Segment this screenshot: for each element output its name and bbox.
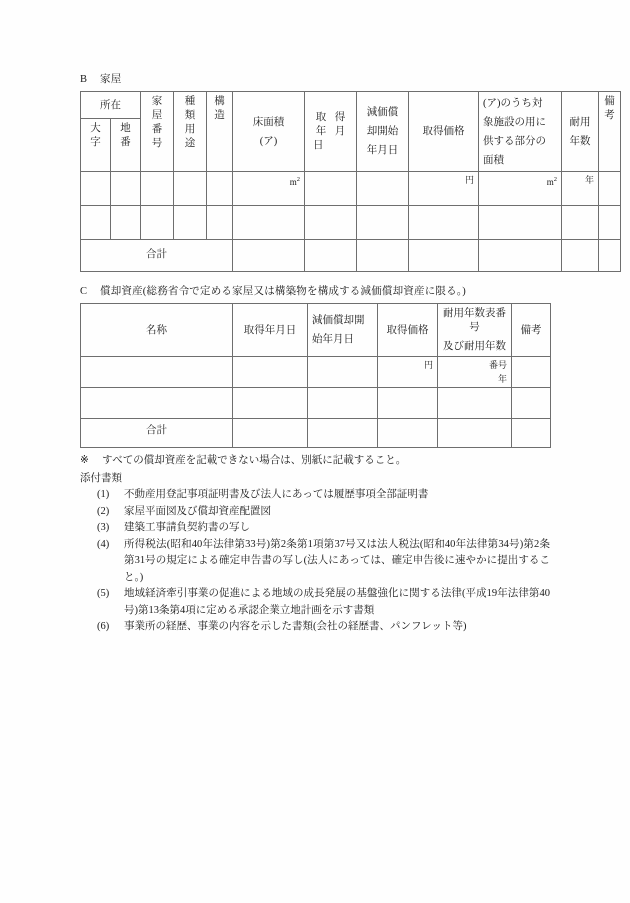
table-b-header-location-oaza xyxy=(81,119,111,172)
remarks-vertical: 備 考 xyxy=(604,96,615,121)
table-c-total-row xyxy=(81,419,551,448)
house-number-vertical: 家 屋 番 号 xyxy=(151,96,163,149)
table-c-header-acquire-price: 取得価格 xyxy=(378,304,438,357)
total-c-useful-life[interactable] xyxy=(438,419,512,448)
cell-useful-life[interactable] xyxy=(562,206,599,240)
note-asterisk-line xyxy=(80,453,550,470)
cell-type-use[interactable] xyxy=(174,172,207,206)
attachment-text: 建築工事請負契約書の写し xyxy=(124,522,250,533)
cell-chiban[interactable] xyxy=(111,206,141,240)
table-b-header-structure xyxy=(207,92,233,172)
total-c-acquire-date[interactable] xyxy=(233,419,308,448)
cell-floor-area[interactable] xyxy=(233,172,305,206)
section-c-letter: C xyxy=(80,286,88,297)
cell-remarks[interactable] xyxy=(599,172,621,206)
table-c-header-name: 名称 xyxy=(81,304,233,357)
attachment-text: 家屋平面図及び償却資産配置図 xyxy=(124,505,271,517)
table-c-header-acquire-date: 取得年月日 xyxy=(233,304,308,357)
table-c-header-useful-life: 耐用年数表番号 及び耐用年数 xyxy=(438,304,512,357)
table-b-total-row xyxy=(81,240,621,272)
attachment-number: (1) xyxy=(97,489,110,500)
table-b-total-label: 合計 xyxy=(81,240,233,272)
table-c-row xyxy=(81,357,551,388)
oaza-vertical: 大 字 xyxy=(90,123,101,148)
attachment-item xyxy=(80,520,550,537)
cell-c-acquire-date[interactable] xyxy=(233,388,308,419)
cell-c-remarks[interactable] xyxy=(512,357,551,388)
cell-c-depreciation-start[interactable] xyxy=(308,388,378,419)
cell-floor-area[interactable] xyxy=(233,206,305,240)
table-b-header-location: 所在 xyxy=(81,92,141,119)
attachment-text: 不動産用登記事項証明書及び法人にあっては履歴事項全部証明書 xyxy=(124,489,429,500)
cell-c-acquire-price[interactable] xyxy=(378,357,438,388)
table-c-total-label: 合計 xyxy=(81,419,233,448)
attachment-item xyxy=(80,504,550,521)
table-b-header-floor-area: 床面積 (ア) xyxy=(233,92,305,172)
unit-c-useful-life-number: 番号 xyxy=(488,360,507,370)
table-b-header-row xyxy=(81,92,621,119)
cell-house-number[interactable] xyxy=(141,172,174,206)
cell-target-area[interactable] xyxy=(479,206,562,240)
section-b-title: 家屋 xyxy=(100,74,122,85)
attachment-text: 地域経済牽引事業の促進による地域の成長発展の基盤強化に関する法律(平成19年法律第40号)第13条第4項に定める承認企業立地計画を示す書類 xyxy=(124,588,550,616)
section-c-caption xyxy=(80,284,550,299)
attachment-text: 事業所の経歴、事業の内容を示した書類(会社の経歴書、パンフレット等) xyxy=(124,621,467,632)
table-c-depreciable-assets xyxy=(80,303,551,448)
table-c-header-remarks: 備考 xyxy=(512,304,551,357)
notes-section xyxy=(80,453,550,636)
unit-floor-area: $m^2$ xyxy=(289,176,300,187)
note-text: すべての償却資産を記載できない場合は、別紙に記載すること。 xyxy=(102,455,407,466)
attachment-text: 所得税法(昭和40年法律第33号)第2条第1項第37号又は法人税法(昭和40年法律第34号)第2条第31号の規定による確定申告書の写し(法人にあっては、確定申告後に速やかに提出すること。) xyxy=(124,538,550,583)
cell-target-area[interactable] xyxy=(479,172,562,206)
note-mark: ※ xyxy=(80,455,89,466)
attachment-number: (5) xyxy=(97,588,110,599)
attachment-number: (3) xyxy=(97,522,110,533)
unit-acquire-price: 円 xyxy=(464,175,474,185)
section-b-caption xyxy=(80,72,550,87)
section-b-letter: B xyxy=(80,74,88,85)
cell-oaza[interactable] xyxy=(81,206,111,240)
cell-c-acquire-price[interactable] xyxy=(378,388,438,419)
cell-acquire-date[interactable] xyxy=(305,172,357,206)
unit-useful-life: 年 xyxy=(584,175,594,185)
unit-c-acquire-price: 円 xyxy=(423,360,433,370)
total-target-area[interactable] xyxy=(479,240,562,272)
total-useful-life[interactable] xyxy=(562,240,599,272)
cell-c-useful-life[interactable] xyxy=(438,357,512,388)
attachments-title: 添付書類 xyxy=(80,472,122,484)
cell-c-acquire-date[interactable] xyxy=(233,357,308,388)
attachment-item xyxy=(80,619,550,636)
table-b-header-depreciation-start: 減価償 却開始 年月日 xyxy=(357,92,409,172)
total-remarks[interactable] xyxy=(599,240,621,272)
cell-useful-life[interactable] xyxy=(562,172,599,206)
table-c-header-depreciation-start: 減価償却開 始年月日 xyxy=(308,304,378,357)
structure-vertical: 構 造 xyxy=(214,96,225,121)
cell-c-useful-life[interactable] xyxy=(438,388,512,419)
cell-depreciation-start[interactable] xyxy=(357,172,409,206)
cell-c-depreciation-start[interactable] xyxy=(308,357,378,388)
attachments-list xyxy=(80,487,550,636)
table-b-header-location-chiban xyxy=(111,119,141,172)
cell-c-name[interactable] xyxy=(81,388,233,419)
table-b-row xyxy=(81,172,621,206)
attachment-item xyxy=(80,586,550,619)
cell-type-use[interactable] xyxy=(174,206,207,240)
unit-c-useful-life-years: 年 xyxy=(497,374,507,384)
section-c-title: 償却資産(総務省令で定める家屋又は構築物を構成する減価償却資産に限る。) xyxy=(100,286,466,297)
total-floor-area[interactable] xyxy=(233,240,305,272)
cell-oaza[interactable] xyxy=(81,172,111,206)
cell-c-name[interactable] xyxy=(81,357,233,388)
table-b-header-acquire-date: 取 得 年 月 日 xyxy=(305,92,357,172)
table-b-header-useful-life: 耐用 年数 xyxy=(562,92,599,172)
cell-acquire-date[interactable] xyxy=(305,206,357,240)
cell-house-number[interactable] xyxy=(141,206,174,240)
document-content xyxy=(80,72,615,636)
table-b-header-remarks xyxy=(599,92,621,172)
total-c-depreciation-start[interactable] xyxy=(308,419,378,448)
cell-acquire-price[interactable] xyxy=(409,206,479,240)
total-c-remarks[interactable] xyxy=(512,419,551,448)
table-c-row xyxy=(81,388,551,419)
total-acquire-price[interactable] xyxy=(409,240,479,272)
table-b-houses xyxy=(80,91,621,272)
table-b-header-target-area: (ア)のうち対 象施設の用に 供する部分の 面積 xyxy=(479,92,562,172)
table-b-header-type-use xyxy=(174,92,207,172)
cell-depreciation-start[interactable] xyxy=(357,206,409,240)
attachment-item xyxy=(80,537,550,587)
attachment-number: (2) xyxy=(97,505,110,517)
chiban-vertical: 地 番 xyxy=(120,123,131,148)
cell-acquire-price[interactable] xyxy=(409,172,479,206)
table-b-row xyxy=(81,206,621,240)
attachment-item xyxy=(80,487,550,504)
table-c-header-row xyxy=(81,304,551,357)
attachment-number: (4) xyxy=(97,538,110,550)
cell-structure[interactable] xyxy=(207,206,233,240)
total-acquire-date[interactable] xyxy=(305,240,357,272)
cell-structure[interactable] xyxy=(207,172,233,206)
cell-remarks[interactable] xyxy=(599,206,621,240)
section-gap xyxy=(80,272,550,284)
total-depreciation-start[interactable] xyxy=(357,240,409,272)
cell-c-remarks[interactable] xyxy=(512,388,551,419)
cell-chiban[interactable] xyxy=(111,172,141,206)
table-b-header-acquire-price: 取得価格 xyxy=(409,92,479,172)
total-c-acquire-price[interactable] xyxy=(378,419,438,448)
attachment-number: (6) xyxy=(97,621,110,632)
type-use-vertical: 種 類 用 途 xyxy=(184,96,196,149)
table-b-header-house-number xyxy=(141,92,174,172)
unit-target-area: $m^2$ xyxy=(546,176,557,187)
